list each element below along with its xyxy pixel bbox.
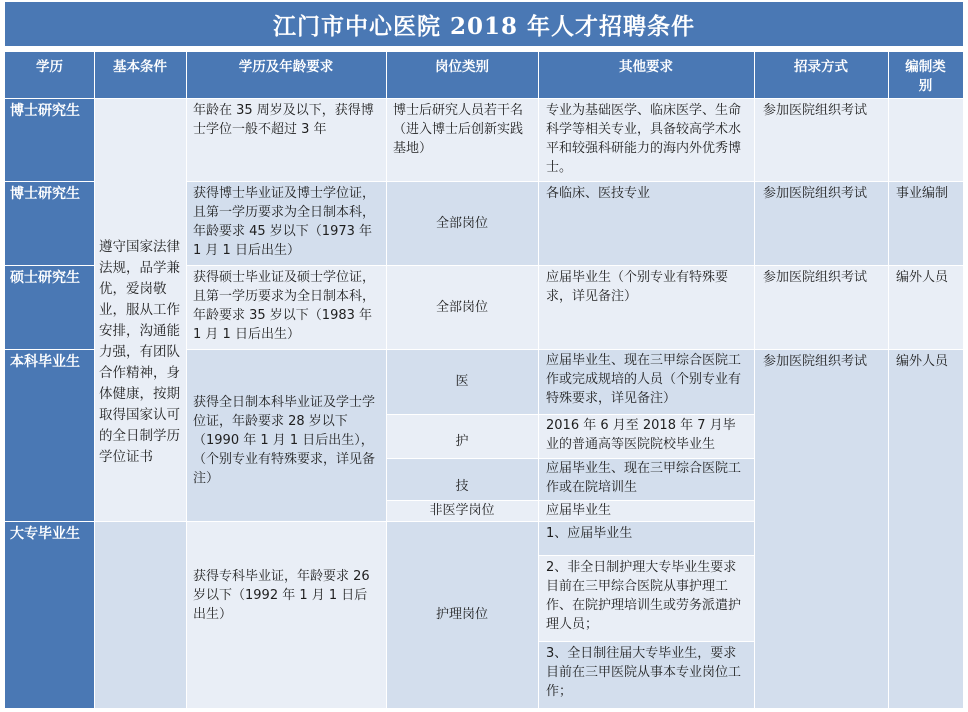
edu-phd-1: 博士研究生 — [5, 98, 94, 181]
grid-hline — [538, 641, 754, 642]
other-phd-2: 各临床、医技专业 — [538, 181, 754, 265]
other-bachelor-nonmedical: 应届毕业生 — [538, 500, 754, 521]
edu-college: 大专毕业生 — [5, 521, 94, 708]
header-edu: 学历 — [5, 52, 94, 98]
grid-vline — [754, 52, 755, 708]
other-college-3: 3、全日制往届大专毕业生，要求目前在三甲医院从事本专业岗位工作； — [538, 641, 754, 708]
other-bachelor-nurse: 2016 年 6 月至 2018 年 7 月毕业的普通高等医院院校毕业生 — [538, 414, 754, 458]
position-bachelor-nurse: 护 — [386, 414, 538, 458]
age-phd-1: 年龄在 35 周岁及以下，获得博士学位一般不超过 3 年 — [186, 98, 386, 181]
other-bachelor-tech: 应届毕业生、现在三甲综合医院工作或在院培训生 — [538, 458, 754, 500]
quota-bachelor-college: 编外人员 — [888, 349, 963, 708]
grid-hline — [186, 521, 754, 522]
grid-hline — [186, 265, 963, 266]
grid-hline — [386, 414, 754, 415]
grid-hline — [5, 98, 963, 99]
grid-hline — [186, 181, 963, 182]
grid-hline — [5, 265, 94, 266]
age-bachelor: 获得全日制本科毕业证及学士学位证，年龄要求 28 岁以下（1990 年 1 月 1 日后出生），（个别专业有特殊要求，详见备注） — [186, 349, 386, 521]
method-phd-2: 参加医院组织考试 — [754, 181, 888, 265]
quota-phd-2: 事业编制 — [888, 181, 963, 265]
grid-hline — [5, 521, 94, 522]
header-position: 岗位类别 — [386, 52, 538, 98]
position-phd-1: 博士后研究人员若干名（进入博士后创新实践基地） — [386, 98, 538, 181]
position-master: 全部岗位 — [386, 265, 538, 349]
header-basic: 基本条件 — [94, 52, 186, 98]
method-master: 参加医院组织考试 — [754, 265, 888, 349]
grid-hline — [538, 555, 754, 556]
quota-phd-1 — [888, 98, 963, 181]
other-college-2: 2、非全日制护理大专毕业生要求目前在三甲综合医院从事护理工作、在院护理培训生或劳务派遣护理人员； — [538, 555, 754, 641]
page-title: 江门市中心医院 2018 年人才招聘条件 — [5, 2, 963, 46]
quota-master: 编外人员 — [888, 265, 963, 349]
grid-vline — [94, 52, 95, 708]
grid-vline — [888, 52, 889, 708]
basic-conditions-college — [94, 522, 186, 708]
edu-bachelor: 本科毕业生 — [5, 349, 94, 521]
position-bachelor-nonmedical: 非医学岗位 — [386, 500, 538, 521]
grid-vline — [538, 52, 539, 708]
edu-phd-2: 博士研究生 — [5, 181, 94, 265]
position-bachelor-tech: 技 — [386, 458, 538, 500]
position-bachelor-doctor: 医 — [386, 349, 538, 414]
header-age: 学历及年龄要求 — [186, 52, 386, 98]
method-bachelor-college: 参加医院组织考试 — [754, 349, 888, 708]
grid-hline — [386, 500, 754, 501]
grid-vline — [386, 52, 387, 708]
method-phd-1: 参加医院组织考试 — [754, 98, 888, 181]
age-master: 获得硕士毕业证及硕士学位证，且第一学历要求为全日制本科，年龄要求 35 岁以下（1983 年 1 月 1 日后出生） — [186, 265, 386, 349]
grid-hline — [386, 458, 754, 459]
edu-master: 硕士研究生 — [5, 265, 94, 349]
grid-hline — [186, 349, 963, 350]
grid-hline — [94, 521, 186, 522]
other-master: 应届毕业生（个别专业有特殊要求，详见备注） — [538, 265, 754, 349]
grid-hline — [5, 181, 94, 182]
other-college-1: 1、应届毕业生 — [538, 521, 754, 555]
other-bachelor-doctor: 应届毕业生、现在三甲综合医院工作或完成规培的人员（个别专业有特殊要求，详见备注） — [538, 349, 754, 414]
header-method: 招录方式 — [754, 52, 888, 98]
other-phd-1: 专业为基础医学、临床医学、生命科学等相关专业，具备较高学术水平和较强科研能力的海内外优秀博士。 — [538, 98, 754, 181]
age-college: 获得专科毕业证，年龄要求 26 岁以下（1992 年 1 月 1 日后出生） — [186, 521, 386, 708]
header-quota: 编制类别 — [888, 52, 963, 98]
header-other: 其他要求 — [538, 52, 754, 98]
age-phd-2: 获得博士毕业证及博士学位证，且第一学历要求为全日制本科，年龄要求 45 岁以下（1973 年 1 月 1 日后出生） — [186, 181, 386, 265]
basic-conditions: 遵守国家法律法规，品学兼优，爱岗敬业，服从工作安排，沟通能力强，有团队合作精神，身体健康，按期取得国家认可的全日制学历学位证书 — [94, 98, 186, 522]
position-phd-2: 全部岗位 — [386, 181, 538, 265]
grid-vline — [186, 52, 187, 708]
grid-hline — [5, 349, 94, 350]
position-college: 护理岗位 — [386, 521, 538, 708]
